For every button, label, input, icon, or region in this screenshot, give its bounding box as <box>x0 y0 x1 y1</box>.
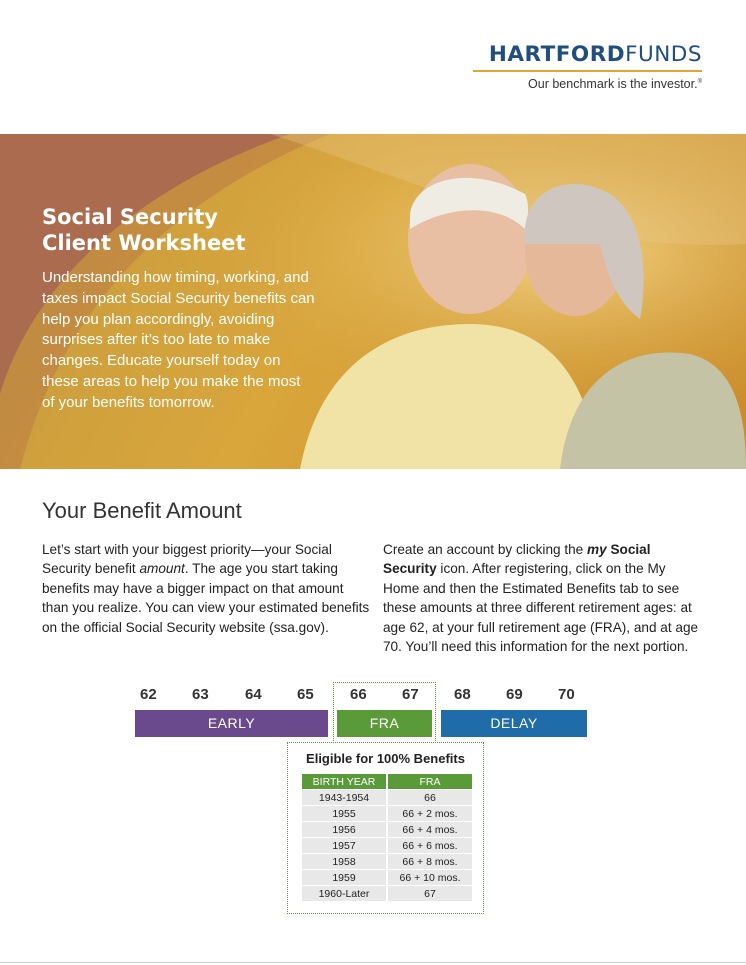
birth-year-cell: 1955 <box>302 806 387 822</box>
table-row <box>302 870 472 886</box>
page-bottom-rule <box>0 962 746 963</box>
table-row <box>302 838 472 854</box>
fra-cell: 66 + 2 mos. <box>387 806 472 822</box>
age-62: 62 <box>140 686 157 703</box>
birth-year-cell: 1959 <box>302 870 387 886</box>
delay-bar: DELAY <box>441 710 587 737</box>
age-63: 63 <box>192 686 209 703</box>
fra-cell: 66 + 8 mos. <box>387 854 472 870</box>
eligibility-title: Eligible for 100% Benefits <box>306 751 465 766</box>
benefit-amount-paragraph-left: Let’s start with your biggest priority—your Social Security benefit amount. The age you start taking benefits may have a bigger impact on that amount than you realize. You can view your estimated benefits on the official Social Security website (ssa.gov). <box>42 542 370 635</box>
birth-year-cell: 1958 <box>302 854 387 870</box>
fra-table <box>302 774 472 901</box>
birth-year-cell: 1956 <box>302 822 387 838</box>
age-68: 68 <box>454 686 471 703</box>
benefit-amount-paragraph-right: Create an account by clicking the my Social Security icon. After registering, click on the My Home and then the Estimated Benefits tab to see these amounts at three different retirement ages: at age 62, at your full retirement age (FRA), and at age 70. You’ll need this information for the next portion. <box>383 542 699 655</box>
fra-cell: 66 + 4 mos. <box>387 822 472 838</box>
table-row <box>302 806 472 822</box>
fra-cell: 66 + 6 mos. <box>387 838 472 854</box>
hero-banner <box>0 134 746 469</box>
header-birth-year: BIRTH YEAR <box>302 774 387 790</box>
header-fra: FRA <box>387 774 472 790</box>
hero-intro-text: Understanding how timing, working, and taxes impact Social Security benefits can help you plan accordingly, avoiding surprises after it’s too late to make changes. Educate yourself today on these areas to help you make the most of your benefits tomorrow. <box>42 269 315 411</box>
birth-year-cell: 1960-Later <box>302 886 387 902</box>
logo-rule <box>473 70 702 72</box>
fra-cell: 67 <box>387 886 472 902</box>
fra-cell: 66 <box>387 790 472 806</box>
table-row <box>302 822 472 838</box>
fra-bar: FRA <box>337 710 432 737</box>
age-65: 65 <box>297 686 314 703</box>
logo-tagline: Our benchmark is the investor.® <box>528 77 702 91</box>
early-bar: EARLY <box>135 710 328 737</box>
fra-cell: 66 + 10 mos. <box>387 870 472 886</box>
age-67: 67 <box>402 686 419 703</box>
age-64: 64 <box>245 686 262 703</box>
logo-wordmark: HARTFORDFUNDS <box>488 42 702 67</box>
age-69: 69 <box>506 686 523 703</box>
hero-title: Social Security Client Worksheet <box>42 205 246 255</box>
hartford-funds-logo <box>473 42 702 91</box>
section-title: Your Benefit Amount <box>42 498 242 523</box>
table-row <box>302 854 472 870</box>
eligibility-box <box>287 742 484 914</box>
fra-table-header <box>302 774 472 790</box>
age-70: 70 <box>558 686 575 703</box>
age-66: 66 <box>350 686 367 703</box>
table-row <box>302 886 472 902</box>
birth-year-cell: 1943-1954 <box>302 790 387 806</box>
birth-year-cell: 1957 <box>302 838 387 854</box>
table-row <box>302 790 472 806</box>
